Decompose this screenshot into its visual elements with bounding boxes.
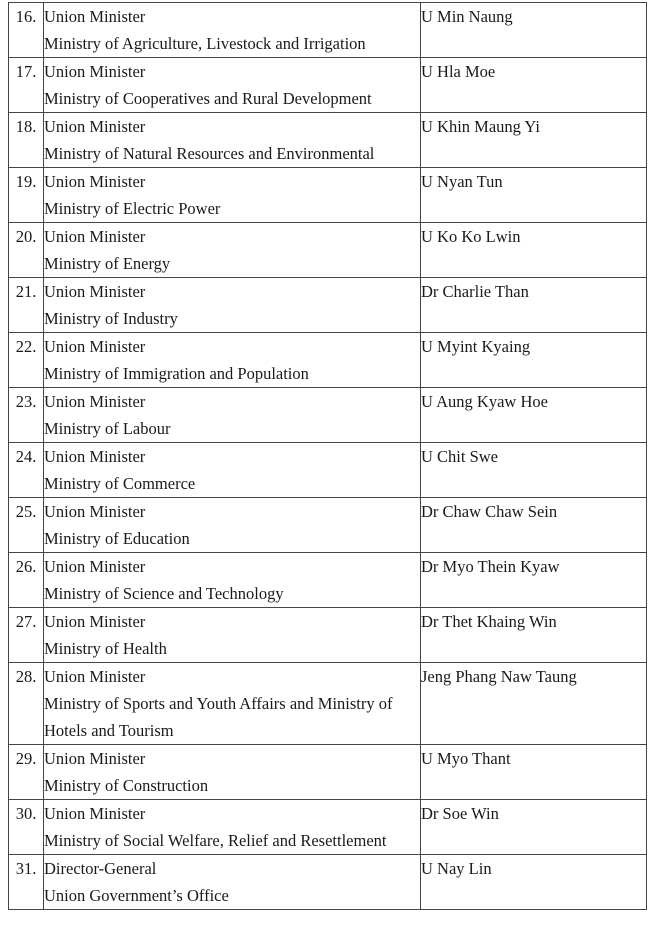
ministers-table-body bbox=[9, 3, 647, 910]
person-name: U Ko Ko Lwin bbox=[421, 223, 647, 278]
ministry-name: Ministry of Cooperatives and Rural Development bbox=[44, 89, 372, 108]
person-name: Dr Charlie Than bbox=[421, 278, 647, 333]
position-and-ministry-cell bbox=[44, 443, 421, 498]
table-row bbox=[9, 498, 647, 553]
table-row bbox=[9, 663, 647, 745]
position-title: Union Minister bbox=[44, 282, 146, 301]
row-number: 27. bbox=[9, 608, 44, 663]
ministry-name: Union Government’s Office bbox=[44, 886, 229, 905]
table-row bbox=[9, 223, 647, 278]
person-name: U Chit Swe bbox=[421, 443, 647, 498]
table-row bbox=[9, 553, 647, 608]
position-title: Union Minister bbox=[44, 447, 146, 466]
person-name: U Nyan Tun bbox=[421, 168, 647, 223]
position-title: Director-General bbox=[44, 859, 157, 878]
row-number: 24. bbox=[9, 443, 44, 498]
position-and-ministry bbox=[44, 745, 420, 799]
ministers-table bbox=[8, 2, 647, 910]
ministry-name: Ministry of Industry bbox=[44, 309, 178, 328]
row-number: 19. bbox=[9, 168, 44, 223]
table-row bbox=[9, 113, 647, 168]
position-and-ministry bbox=[44, 498, 420, 552]
row-number: 30. bbox=[9, 800, 44, 855]
table-row bbox=[9, 388, 647, 443]
person-name: U Min Naung bbox=[421, 3, 647, 58]
position-and-ministry-cell bbox=[44, 498, 421, 553]
table-row bbox=[9, 3, 647, 58]
row-number: 23. bbox=[9, 388, 44, 443]
ministry-name: Ministry of Education bbox=[44, 529, 190, 548]
position-and-ministry-cell bbox=[44, 800, 421, 855]
position-title: Union Minister bbox=[44, 227, 146, 246]
position-and-ministry-cell bbox=[44, 168, 421, 223]
person-name: Dr Chaw Chaw Sein bbox=[421, 498, 647, 553]
row-number: 29. bbox=[9, 745, 44, 800]
person-name: U Nay Lin bbox=[421, 855, 647, 910]
position-title: Union Minister bbox=[44, 62, 146, 81]
position-and-ministry bbox=[44, 3, 420, 57]
position-and-ministry-cell bbox=[44, 333, 421, 388]
table-row bbox=[9, 608, 647, 663]
ministry-name: Ministry of Sports and Youth Affairs and Ministry of Hotels and Tourism bbox=[44, 694, 393, 740]
row-number: 17. bbox=[9, 58, 44, 113]
table-row bbox=[9, 443, 647, 498]
position-and-ministry-cell bbox=[44, 113, 421, 168]
position-and-ministry bbox=[44, 443, 420, 497]
person-name: U Myo Thant bbox=[421, 745, 647, 800]
row-number: 31. bbox=[9, 855, 44, 910]
position-title: Union Minister bbox=[44, 7, 146, 26]
position-title: Union Minister bbox=[44, 557, 146, 576]
row-number: 20. bbox=[9, 223, 44, 278]
position-title: Union Minister bbox=[44, 392, 146, 411]
ministry-name: Ministry of Electric Power bbox=[44, 199, 221, 218]
row-number: 22. bbox=[9, 333, 44, 388]
table-row bbox=[9, 168, 647, 223]
table-row bbox=[9, 58, 647, 113]
position-title: Union Minister bbox=[44, 337, 146, 356]
person-name: U Aung Kyaw Hoe bbox=[421, 388, 647, 443]
position-title: Union Minister bbox=[44, 172, 146, 191]
position-and-ministry-cell bbox=[44, 745, 421, 800]
position-title: Union Minister bbox=[44, 117, 146, 136]
row-number: 16. bbox=[9, 3, 44, 58]
ministry-name: Ministry of Science and Technology bbox=[44, 584, 284, 603]
position-and-ministry-cell bbox=[44, 553, 421, 608]
person-name: Dr Soe Win bbox=[421, 800, 647, 855]
ministry-name: Ministry of Natural Resources and Environmental bbox=[44, 144, 375, 163]
position-and-ministry-cell bbox=[44, 278, 421, 333]
ministry-name: Ministry of Energy bbox=[44, 254, 171, 273]
position-and-ministry-cell bbox=[44, 388, 421, 443]
position-and-ministry bbox=[44, 663, 420, 744]
position-and-ministry bbox=[44, 113, 420, 167]
position-and-ministry bbox=[44, 388, 420, 442]
person-name: U Hla Moe bbox=[421, 58, 647, 113]
position-and-ministry-cell bbox=[44, 223, 421, 278]
ministry-name: Ministry of Labour bbox=[44, 419, 171, 438]
row-number: 28. bbox=[9, 663, 44, 745]
position-title: Union Minister bbox=[44, 749, 146, 768]
ministry-name: Ministry of Social Welfare, Relief and Resettlement bbox=[44, 831, 387, 850]
table-row bbox=[9, 745, 647, 800]
person-name: Dr Myo Thein Kyaw bbox=[421, 553, 647, 608]
row-number: 21. bbox=[9, 278, 44, 333]
position-and-ministry bbox=[44, 333, 420, 387]
person-name: U Myint Kyaing bbox=[421, 333, 647, 388]
position-and-ministry-cell bbox=[44, 608, 421, 663]
table-row bbox=[9, 800, 647, 855]
position-and-ministry-cell bbox=[44, 58, 421, 113]
row-number: 18. bbox=[9, 113, 44, 168]
ministry-name: Ministry of Construction bbox=[44, 776, 209, 795]
ministry-name: Ministry of Immigration and Population bbox=[44, 364, 309, 383]
position-title: Union Minister bbox=[44, 667, 146, 686]
position-and-ministry bbox=[44, 168, 420, 222]
ministry-name: Ministry of Health bbox=[44, 639, 167, 658]
position-and-ministry bbox=[44, 223, 420, 277]
position-and-ministry bbox=[44, 278, 420, 332]
position-and-ministry-cell bbox=[44, 3, 421, 58]
position-and-ministry-cell bbox=[44, 663, 421, 745]
position-title: Union Minister bbox=[44, 612, 146, 631]
document-page bbox=[0, 2, 650, 938]
position-and-ministry-cell bbox=[44, 855, 421, 910]
position-title: Union Minister bbox=[44, 502, 146, 521]
row-number: 25. bbox=[9, 498, 44, 553]
ministry-name: Ministry of Commerce bbox=[44, 474, 196, 493]
person-name: U Khin Maung Yi bbox=[421, 113, 647, 168]
position-and-ministry bbox=[44, 855, 420, 909]
person-name: Dr Thet Khaing Win bbox=[421, 608, 647, 663]
table-row bbox=[9, 278, 647, 333]
table-row bbox=[9, 333, 647, 388]
position-title: Union Minister bbox=[44, 804, 146, 823]
row-number: 26. bbox=[9, 553, 44, 608]
position-and-ministry bbox=[44, 608, 420, 662]
person-name: Jeng Phang Naw Taung bbox=[421, 663, 647, 745]
position-and-ministry bbox=[44, 58, 420, 112]
position-and-ministry bbox=[44, 553, 420, 607]
table-row bbox=[9, 855, 647, 910]
position-and-ministry bbox=[44, 800, 420, 854]
ministry-name: Ministry of Agriculture, Livestock and Irrigation bbox=[44, 34, 366, 53]
